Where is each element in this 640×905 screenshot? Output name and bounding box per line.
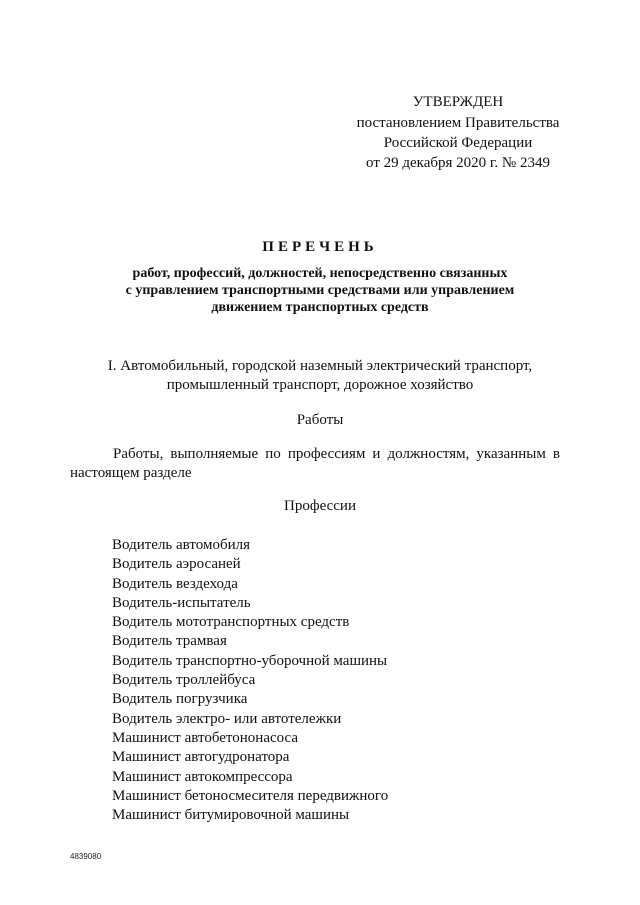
list-item: Машинист автобетононасоса — [112, 729, 299, 746]
document-subtitle-line: движением транспортных средств — [211, 300, 429, 315]
list-item: Машинист автокомпрессора — [112, 768, 293, 785]
list-item: Машинист автогудронатора — [112, 749, 290, 766]
professions-subheading: Профессии — [284, 498, 356, 514]
list-item: Машинист битумировочной машины — [112, 807, 350, 824]
approval-line: Российской Федерации — [383, 135, 533, 151]
approval-title: УТВЕРЖДЕН — [412, 94, 504, 110]
section-title — [70, 357, 570, 395]
list-item: Водитель трамвая — [112, 633, 227, 650]
list-item: Водитель троллейбуса — [112, 672, 256, 689]
document-subtitle-line: работ, профессий, должностей, непосредственно связанных — [132, 266, 508, 281]
list-item: Водитель-испытатель — [112, 594, 251, 611]
list-item: Водитель автомобиля — [112, 537, 250, 553]
professions-list — [112, 536, 388, 825]
section-title-line: I. Автомобильный, городской наземный электрический транспорт, — [107, 358, 533, 374]
approval-date-number: от 29 декабря 2020 г. № 2349 — [366, 155, 550, 171]
list-item: Водитель погрузчика — [112, 691, 248, 708]
list-item: Водитель электро- или автотележки — [112, 710, 342, 727]
document-title: ПЕРЕЧЕНЬ — [262, 239, 378, 255]
section-title-line: промышленный транспорт, дорожное хозяйство — [166, 377, 474, 393]
works-paragraph: Работы, выполняемые по профессиям и должностям, указанным в настоящем разделе — [70, 446, 560, 481]
approval-block — [318, 92, 598, 173]
works-subheading: Работы — [296, 412, 344, 428]
list-item: Водитель аэросаней — [112, 556, 241, 573]
document-number: 4839080 — [70, 852, 102, 861]
approval-line: постановлением Правительства — [356, 115, 560, 131]
list-item: Водитель транспортно-уборочной машины — [112, 652, 388, 669]
document-subtitle-line: с управлением транспортными средствами или управлением — [125, 283, 515, 298]
list-item: Водитель вездехода — [112, 575, 238, 592]
list-item: Водитель мототранспортных средств — [112, 614, 350, 631]
document-heading — [70, 237, 570, 316]
list-item: Машинист бетоносмесителя передвижного — [112, 787, 389, 804]
